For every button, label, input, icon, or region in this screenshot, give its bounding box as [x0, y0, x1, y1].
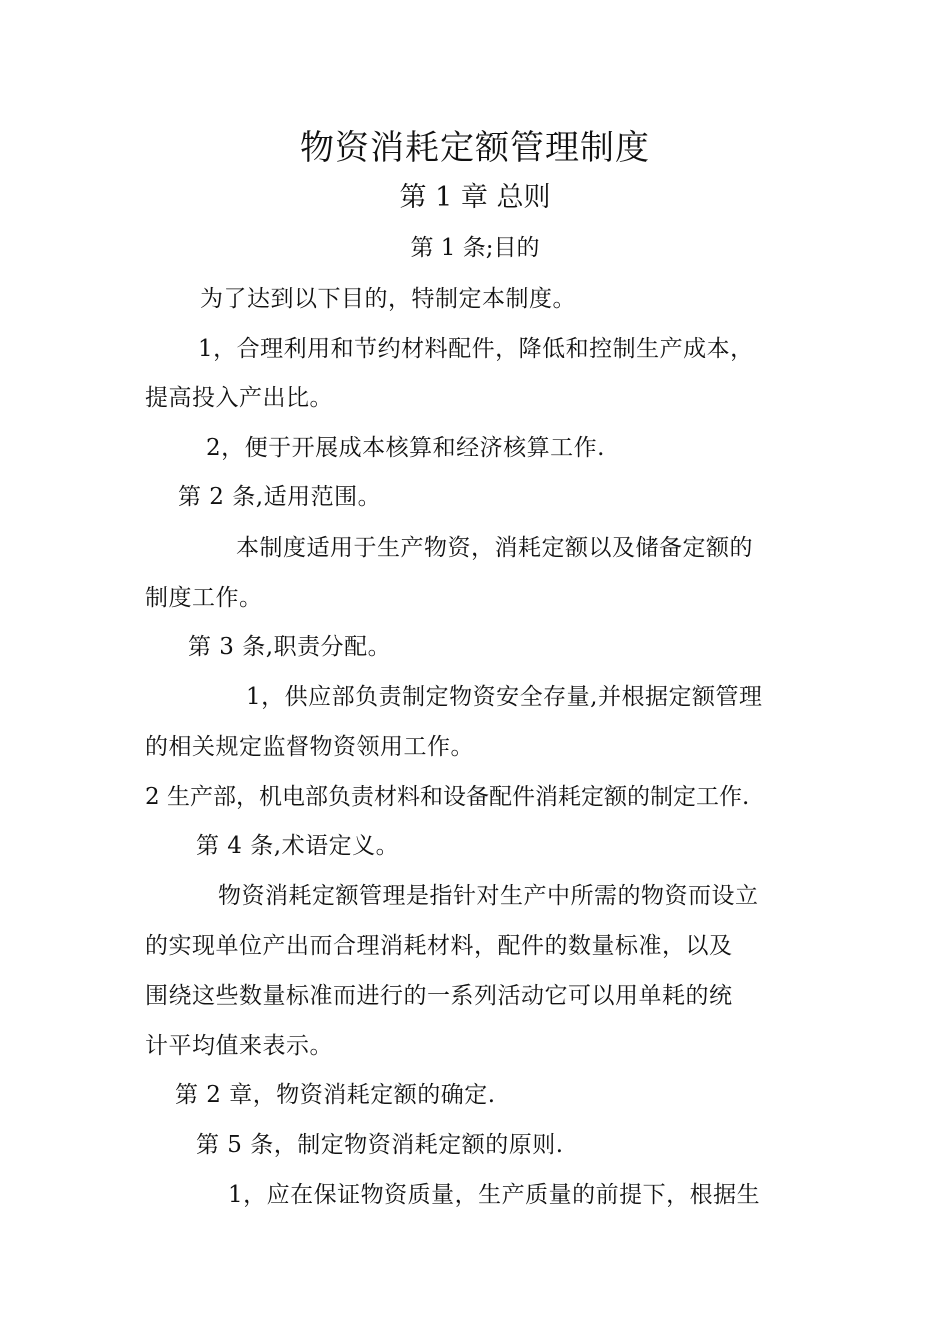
body-line: 围绕这些数量标准而进行的一系列活动它可以用单耗的统: [145, 983, 733, 1009]
article-heading: 第 3 条,职责分配。: [188, 634, 392, 660]
article-heading: 第 5 条，制定物资消耗定额的原则.: [196, 1132, 564, 1158]
body-line: 为了达到以下目的，特制定本制度。: [200, 286, 576, 312]
body-line: 2 生产部，机电部负责材料和设备配件消耗定额的制定工作.: [145, 784, 750, 810]
chapter-heading: 第 2 章，物资消耗定额的确定.: [175, 1082, 496, 1108]
body-line: 提高投入产出比。: [145, 385, 333, 411]
article-heading: 第 2 条,适用范围。: [178, 484, 382, 510]
body-line: 2，便于开展成本核算和经济核算工作.: [206, 435, 605, 461]
chapter-heading: 第 1 章 总则: [399, 182, 551, 213]
article-heading: 第 1 条;目的: [410, 235, 540, 261]
body-line: 1，应在保证物资质量，生产质量的前提下，根据生: [228, 1182, 761, 1208]
body-line: 计平均值来表示。: [145, 1033, 333, 1059]
body-line: 的实现单位产出而合理消耗材料，配件的数量标准，以及: [145, 933, 733, 959]
body-line: 物资消耗定额管理是指针对生产中所需的物资而设立: [218, 883, 759, 909]
body-line: 的相关规定监督物资领用工作。: [145, 734, 474, 760]
body-line: 制度工作。: [145, 585, 263, 611]
body-line: 本制度适用于生产物资，消耗定额以及储备定额的: [236, 535, 753, 561]
article-heading: 第 4 条,术语定义。: [196, 833, 400, 859]
body-line: 1，合理利用和节约材料配件，降低和控制生产成本，: [198, 336, 754, 362]
body-line: 1，供应部负责制定物资安全存量,并根据定额管理: [246, 684, 763, 710]
document-title: 物资消耗定额管理制度: [300, 128, 650, 168]
